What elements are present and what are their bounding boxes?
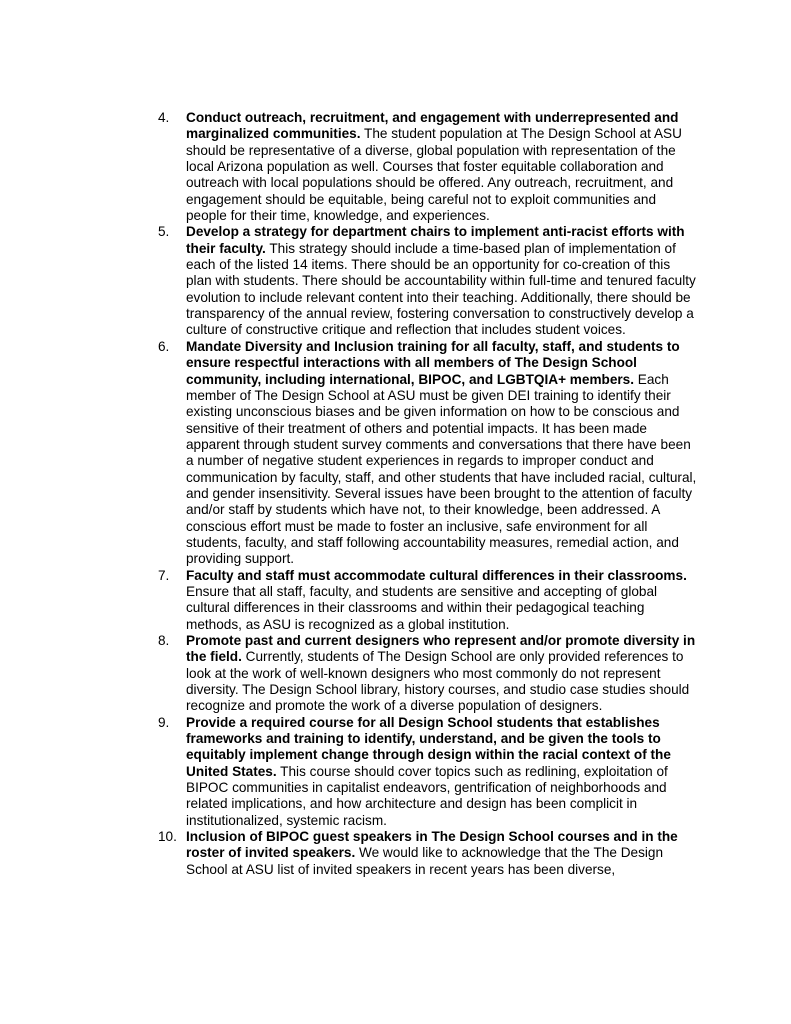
- list-item-10: [158, 829, 698, 878]
- list-item-text: [186, 568, 698, 633]
- list-item-text: [186, 829, 698, 878]
- list-item-6: [158, 339, 698, 568]
- list-item-4: [158, 110, 698, 224]
- item-body: We would like to acknowledge that the The Design School at ASU list of invited speakers in recent years has been diverse,: [186, 845, 664, 877]
- list-number: 8.: [158, 633, 170, 648]
- list-item-9: [158, 715, 698, 829]
- list-item-5: [158, 224, 698, 338]
- item-body: Ensure that all staff, faculty, and students are sensitive and accepting of global cultural differences in their classrooms and within their pedagogical teaching methods, as ASU is recognized as a global institution.: [186, 583, 658, 632]
- item-heading: Develop a strategy for department chairs to implement anti-racist efforts with their faculty.: [186, 224, 685, 256]
- recommendations-list: [158, 110, 698, 878]
- item-heading: Conduct outreach, recruitment, and engagement with underrepresented and marginalized communities.: [186, 110, 679, 142]
- list-item-text: [186, 224, 698, 338]
- item-body: The student population at The Design School at ASU should be representative of a diverse, global population with representation of the local Arizona population as well. Courses that foster equitable collaboration and outreach with local populations should be offered. Any outreach, recruitment, and engagement should be equitable, being careful not to exploit communities and people for their time, knowledge, and experiences.: [186, 126, 682, 224]
- item-body: Each member of The Design School at ASU must be given DEI training to identify their existing unconscious biases and be given information on how to be conscious and sensitive of their treatment of others and potential impacts. It has been made apparent through student survey comments and conversations that there have been a number of negative student experiences in regards to improper conduct and communication by faculty, staff, and other students that have included racial, cultural, and gender insensitivity. Several issues have been brought to the attention of faculty and/or staff by students which have not, to their knowledge, been addressed. A conscious effort must be made to foster an inclusive, safe environment for all students, faculty, and staff following accountability measures, remedial action, and providing support.: [186, 371, 697, 567]
- list-number: 7.: [158, 567, 170, 583]
- item-heading: Inclusion of BIPOC guest speakers in The Design School courses and in the roster of invited speakers.: [186, 829, 678, 861]
- list-number: 9.: [158, 714, 170, 730]
- item-body: Currently, students of The Design School are only provided references to look at the work of well-known designers who most commonly do not represent diversity. The Design School library, history courses, and studio case studies should recognize and promote the work of a diverse population of designers.: [186, 649, 690, 714]
- item-heading: Provide a required course for all Design School students that establishes frameworks and training to identify, understand, and be given the tools to equitably implement change through design within the racial context of the United States.: [186, 714, 671, 779]
- list-item-text: [186, 633, 698, 715]
- item-body: This course should cover topics such as redlining, exploitation of BIPOC communities in capitalist endeavors, gentrification of neighborhoods and related implications, and how architecture and design has been complicit in institutionalized, systemic racism.: [186, 763, 668, 828]
- item-heading: Promote past and current designers who represent and/or promote diversity in the field.: [186, 633, 696, 665]
- item-heading: Mandate Diversity and Inclusion training for all faculty, staff, and students to ensure respectful interactions with all members of The Design School community, including international, BIPOC, and LGBTQIA+ members.: [186, 338, 680, 387]
- list-number: 4.: [158, 110, 170, 125]
- item-heading: Faculty and staff must accommodate cultural differences in their classrooms.: [186, 567, 687, 583]
- list-number: 6.: [158, 338, 170, 354]
- list-item-text: [186, 339, 698, 568]
- list-item-8: [158, 633, 698, 715]
- list-item-text: [186, 110, 698, 224]
- list-number: 5.: [158, 224, 170, 240]
- list-item-text: [186, 715, 698, 829]
- list-item-7: [158, 568, 698, 633]
- item-body: This strategy should include a time-based plan of implementation of each of the listed 14 items. There should be an opportunity for co-creation of this plan with students. There should be accountability within full-time and tenured faculty evolution to include relevant content into their teaching. Additionally, there should be transparency of the annual review, fostering conversation to constructively develop a culture of constructive critique and reflection that includes student voices.: [186, 240, 696, 338]
- list-number: 10.: [158, 829, 177, 845]
